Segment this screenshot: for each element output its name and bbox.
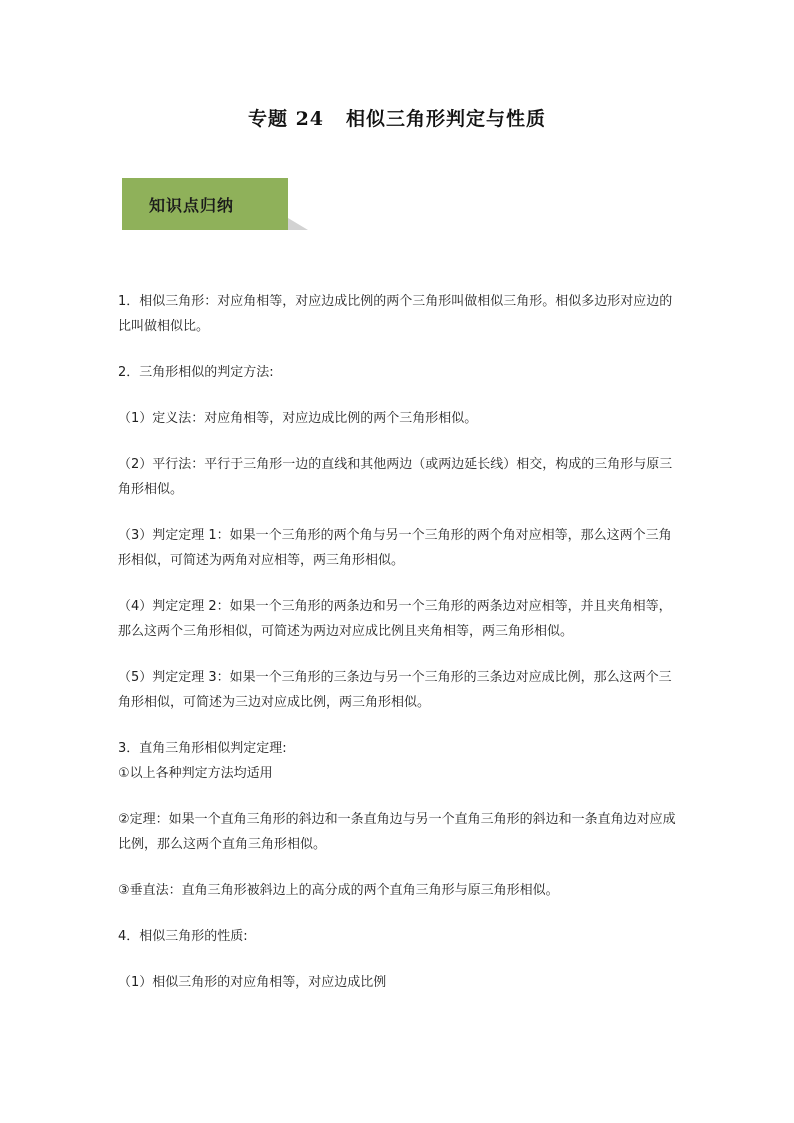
section-banner bbox=[122, 178, 308, 232]
content-body bbox=[118, 289, 678, 1016]
banner-label: 知识点归纳 bbox=[149, 196, 235, 215]
title-main: 相似三角形判定与性质 bbox=[346, 108, 547, 130]
paragraph-heading-properties: 4．相似三角形的性质: bbox=[118, 929, 248, 944]
paragraph-method-2: （2）平行法：平行于三角形一边的直线和其他两边（或两边延长线）相交，构成的三角形与原三角形相似。 bbox=[118, 457, 673, 497]
paragraph-right-1: ①以上各种判定方法均适用 bbox=[118, 766, 273, 781]
title-prefix: 专题 24 bbox=[247, 108, 325, 130]
paragraph-method-3: （3）判定定理 1：如果一个三角形的两个角与另一个三角形的两个角对应相等，那么这两个三角形相似，可简述为两角对应相等，两三角形相似。 bbox=[118, 528, 672, 568]
paragraph-heading-methods: 2．三角形相似的判定方法: bbox=[118, 365, 274, 380]
paragraph-definition: 1．相似三角形：对应角相等，对应边成比例的两个三角形叫做相似三角形。相似多边形对应边的比叫做相似比。 bbox=[118, 294, 673, 334]
paragraph-method-5: （5）判定定理 3：如果一个三角形的三条边与另一个三角形的三条边对应成比例，那么这两个三角形相似，可简述为三边对应成比例，两三角形相似。 bbox=[118, 670, 672, 710]
paragraph-heading-right-triangle: 3．直角三角形相似判定定理: bbox=[118, 741, 287, 756]
paragraph-right-3: ③垂直法：直角三角形被斜边上的高分成的两个直角三角形与原三角形相似。 bbox=[118, 883, 559, 898]
paragraph-right-2: ②定理：如果一个直角三角形的斜边和一条直角边与另一个直角三角形的斜边和一条直角边对应成比例，那么这两个直角三角形相似。 bbox=[118, 812, 676, 852]
paragraph-property-1: （1）相似三角形的对应角相等，对应边成比例 bbox=[118, 975, 387, 990]
paragraph-method-1: （1）定义法：对应角相等，对应边成比例的两个三角形相似。 bbox=[118, 411, 478, 426]
paragraph-method-4: （4）判定定理 2：如果一个三角形的两条边和另一个三角形的两条边对应相等，并且夹角相等，那么这两个三角形相似，可简述为两边对应成比例且夹角相等，两三角形相似。 bbox=[118, 599, 672, 639]
page-title bbox=[0, 104, 794, 131]
